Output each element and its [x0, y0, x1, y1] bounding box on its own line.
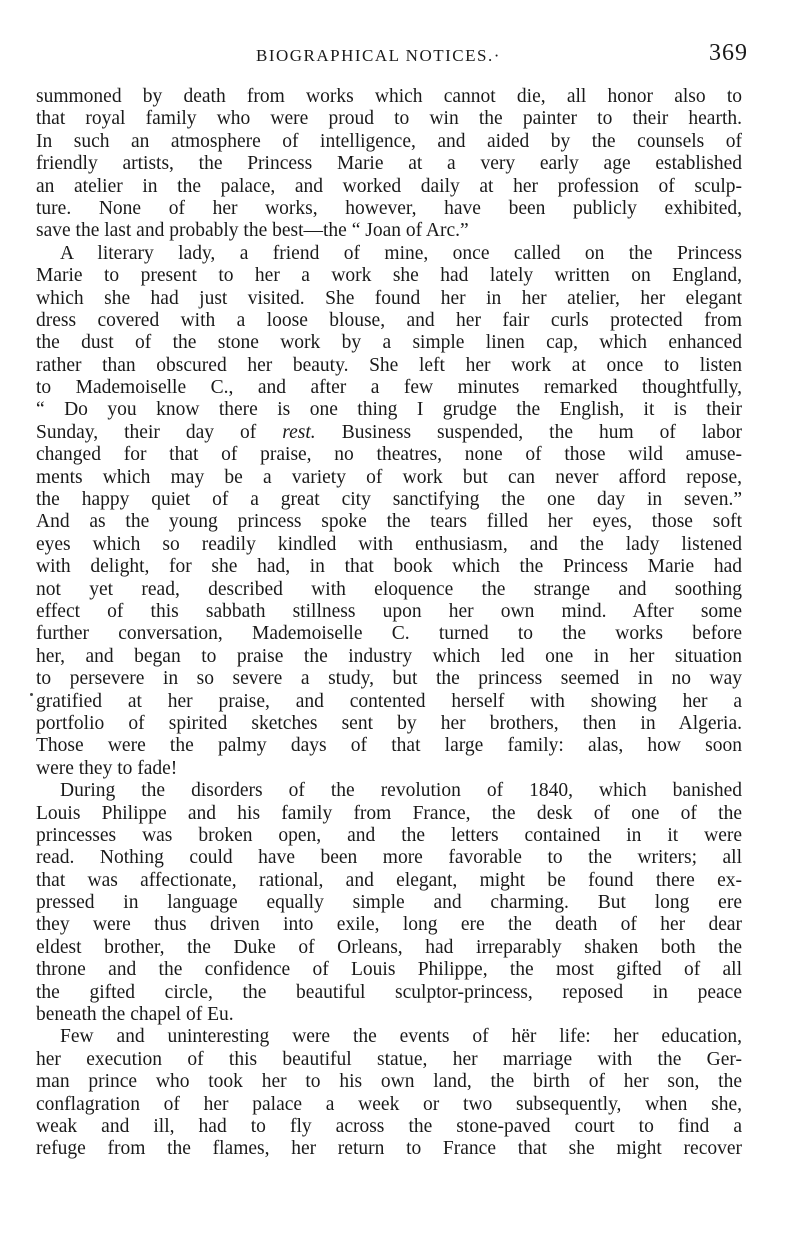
text-line: Louis Philippe and his family from France, the desk of one of the: [36, 802, 742, 824]
text-line: effect of this sabbath stillness upon her own mind. After some: [36, 600, 742, 622]
text-line: throne and the confidence of Louis Philippe, the most gifted of all: [36, 959, 742, 981]
text-line: the gifted circle, the beautiful sculptor-princess, reposed in peace: [36, 981, 742, 1003]
text-line: to persevere in so severe a study, but the princess seemed in no way: [36, 668, 742, 690]
text-line: ments which may be a variety of work but can never afford repose,: [36, 466, 742, 488]
text-line: with delight, for she had, in that book which the Princess Marie had: [36, 556, 742, 578]
page-number: 369: [709, 40, 748, 66]
text-line: her, and began to praise the industry which led one in her situation: [36, 645, 742, 667]
running-head: BIOGRAPHICAL NOTICES.·: [256, 46, 501, 65]
text-line: which she had just visited. She found her in her atelier, her elegant: [36, 287, 742, 309]
text-line: the dust of the stone work by a simple linen cap, which enhanced: [36, 332, 742, 354]
text-line: further conversation, Mademoiselle C. turned to the works before: [36, 623, 742, 645]
text-line: not yet read, described with eloquence the strange and soothing: [36, 578, 742, 600]
text-line: eldest brother, the Duke of Orleans, had irreparably shaken both the: [36, 936, 742, 958]
text-line: Those were the palmy days of that large family: alas, how soon: [36, 735, 742, 757]
text-line: refuge from the flames, her return to France that she might recover: [36, 1138, 742, 1160]
text-line: gratified at her praise, and contented herself with showing her a: [36, 690, 742, 712]
text-line: rather than obscured her beauty. She left her work at once to listen: [36, 354, 742, 376]
text-line: save the last and probably the best—the “ Joan of Arc.”: [36, 220, 469, 242]
text-line: an atelier in the palace, and worked daily at her profession of sculp-: [36, 175, 742, 197]
text-line: weak and ill, had to fly across the stone-paved court to find a: [36, 1115, 742, 1137]
text-line: to Mademoiselle C., and after a few minutes remarked thoughtfully,: [36, 377, 742, 399]
text-line: During the disorders of the revolution of 1840, which banished: [60, 780, 742, 802]
text-line: dress covered with a loose blouse, and her fair curls protected from: [36, 309, 742, 331]
text-line: that royal family who were proud to win the painter to their hearth.: [36, 108, 742, 130]
text-run: Sunday, their day of: [36, 421, 257, 443]
text-line: Few and uninteresting were the events of hër life: her education,: [60, 1026, 742, 1048]
text-line: summoned by death from works which cannot die, all honor also to: [36, 86, 742, 107]
text-line: conflagration of her palace a week or two subsequently, when she,: [36, 1093, 742, 1115]
text-line: princesses was broken open, and the letters contained in it were: [36, 824, 742, 846]
text-line: And as the young princess spoke the tears filled her eyes, those soft: [36, 511, 742, 533]
text-line: were they to fade!: [36, 757, 178, 779]
body-text: [36, 86, 742, 1161]
text-line: “ Do you know there is one thing I grudge the English, it is their: [36, 399, 742, 421]
emphasis-run: rest.: [282, 421, 316, 443]
text-line: portfolio of spirited sketches sent by her brothers, then in Algeria.: [36, 712, 742, 734]
text-line: changed for that of praise, no theatres, none of those wild amuse-: [36, 444, 742, 466]
text-line-mixed: [36, 422, 742, 444]
text-line: they were thus driven into exile, long ere the death of her dear: [36, 914, 742, 936]
margin-mark: [30, 693, 33, 696]
text-line: read. Nothing could have been more favorable to the writers; all: [36, 847, 742, 869]
text-line: that was affectionate, rational, and elegant, might be found there ex-: [36, 869, 742, 891]
page-header: [36, 38, 748, 78]
text-line: her execution of this beautiful statue, her marriage with the Ger-: [36, 1048, 742, 1070]
text-line: friendly artists, the Princess Marie at a very early age established: [36, 153, 742, 175]
text-line: pressed in language equally simple and charming. But long ere: [36, 892, 742, 914]
text-line: the happy quiet of a great city sanctifying the one day in seven.”: [36, 489, 742, 511]
text-line: man prince who took her to his own land, the birth of her son, the: [36, 1071, 742, 1093]
text-line: In such an atmosphere of intelligence, and aided by the counsels of: [36, 130, 742, 152]
text-line: A literary lady, a friend of mine, once called on the Princess: [60, 242, 742, 264]
text-line: beneath the chapel of Eu.: [36, 1004, 234, 1026]
text-line: Marie to present to her a work she had lately written on England,: [36, 265, 742, 287]
text-line: eyes which so readily kindled with enthusiasm, and the lady listened: [36, 533, 742, 555]
text-run: Business suspended, the hum of labor: [341, 421, 742, 443]
text-line: ture. None of her works, however, have been publicly exhibited,: [36, 197, 742, 219]
